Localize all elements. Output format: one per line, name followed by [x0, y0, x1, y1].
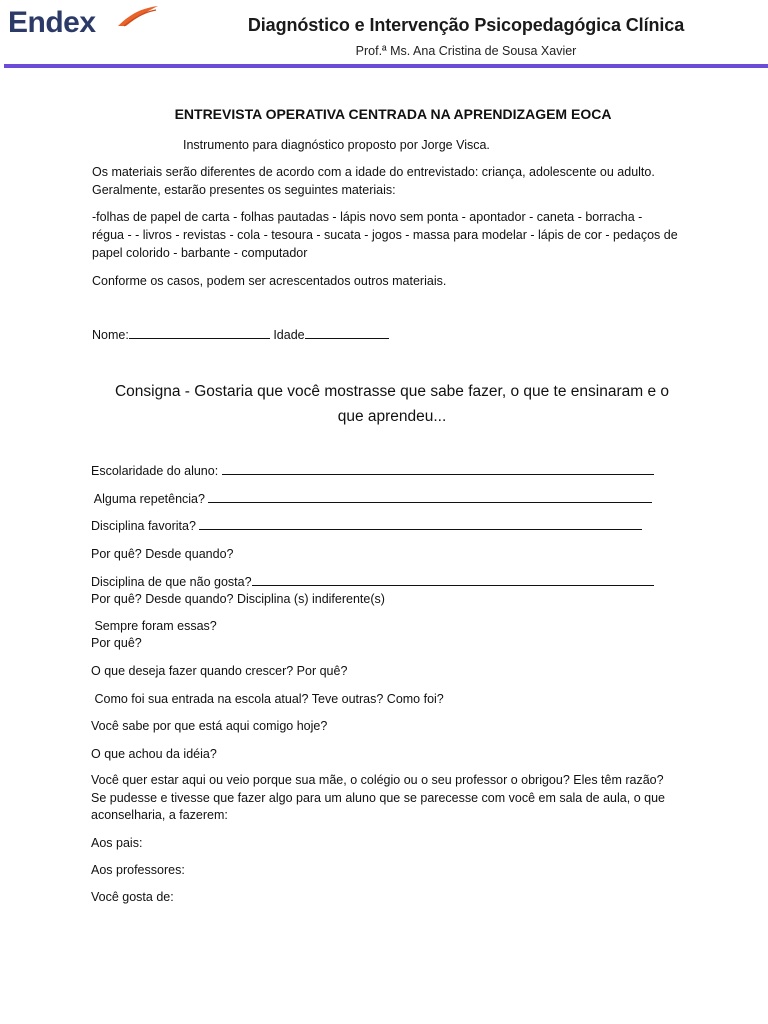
- question-advice-line-1: Se pudesse e tivesse que fazer algo para um aluno que se parecesse com você em sala de aula, o que: [91, 791, 665, 805]
- consigna-line-1: Consigna - Gostaria que você mostrasse que sabe fazer, o que te ensinaram e o: [114, 383, 669, 400]
- question-indifferent: Por quê? Desde quando? Disciplina (s) indiferente(s): [91, 592, 385, 606]
- document-subtitle: Instrumento para diagnóstico proposto por Jorge Visca.: [183, 138, 490, 152]
- question-want-here: Você quer estar aqui ou veio porque sua mãe, o colégio ou o seu professor o obrigou? Eles têm razão?: [91, 773, 664, 787]
- question-label: Disciplina de que não gosta?: [91, 575, 252, 589]
- question-favorite-subject: [91, 517, 642, 535]
- question-always: Sempre foram essas?: [91, 619, 217, 633]
- consigna: [92, 379, 692, 429]
- question-label: Alguma repetência?: [91, 492, 205, 506]
- question-disliked-subject: [91, 573, 654, 591]
- question-repetition: [91, 490, 652, 508]
- question-teachers: Aos professores:: [91, 863, 185, 877]
- answer-field[interactable]: [208, 490, 652, 503]
- name-field[interactable]: [129, 326, 270, 339]
- materials-line-2: régua - - livros - revistas - cola - tesoura - sucata - jogos - massa para modelar - lápis de cor - pedaços de: [92, 228, 678, 242]
- materials-line-3: papel colorido - barbante - computador: [92, 246, 308, 260]
- answer-field[interactable]: [199, 517, 642, 530]
- question-grow-up: O que deseja fazer quando crescer? Por quê?: [91, 664, 348, 678]
- header-author: Prof.ª Ms. Ana Cristina de Sousa Xavier: [355, 44, 577, 58]
- name-label: Nome:: [92, 328, 129, 342]
- age-label: Idade: [273, 328, 305, 342]
- materials-note: Conforme os casos, podem ser acrescentados outros materiais.: [92, 274, 447, 288]
- question-why: Por quê?: [91, 636, 142, 650]
- age-field[interactable]: [305, 326, 389, 339]
- header-title: Diagnóstico e Intervenção Psicopedagógica Clínica: [247, 15, 685, 35]
- document-title: ENTREVISTA OPERATIVA CENTRADA NA APRENDIZAGEM EOCA: [174, 106, 612, 122]
- question-label: Disciplina favorita?: [91, 519, 196, 533]
- name-age-row: [92, 326, 389, 344]
- intro-line-2: Geralmente, estarão presentes os seguintes materiais:: [92, 183, 396, 197]
- intro-line-1: Os materiais serão diferentes de acordo com a idade do entrevistado: criança, adolescente ou adulto.: [92, 165, 655, 179]
- question-advice-line-2: aconselharia, a fazerem:: [91, 808, 228, 822]
- answer-field[interactable]: [222, 462, 654, 475]
- logo-swoosh-icon: [116, 4, 160, 28]
- header-divider: [4, 64, 768, 68]
- question-school-entry: Como foi sua entrada na escola atual? Teve outras? Como foi?: [91, 692, 444, 706]
- question-schooling: [91, 462, 654, 480]
- question-parents: Aos pais:: [91, 836, 143, 850]
- question-idea: O que achou da idéia?: [91, 747, 217, 761]
- answer-field[interactable]: [252, 573, 654, 586]
- question-likes: Você gosta de:: [91, 890, 174, 904]
- logo-text: Endex: [8, 6, 96, 39]
- materials-line-1: -folhas de papel de carta - folhas pautadas - lápis novo sem ponta - apontador - caneta - borracha -: [92, 210, 643, 224]
- endex-logo: [8, 4, 158, 44]
- question-label: Escolaridade do aluno:: [91, 464, 219, 478]
- question-why-since: Por quê? Desde quando?: [91, 547, 234, 561]
- consigna-line-2: que aprendeu...: [337, 408, 447, 425]
- question-why-here: Você sabe por que está aqui comigo hoje?: [91, 719, 328, 733]
